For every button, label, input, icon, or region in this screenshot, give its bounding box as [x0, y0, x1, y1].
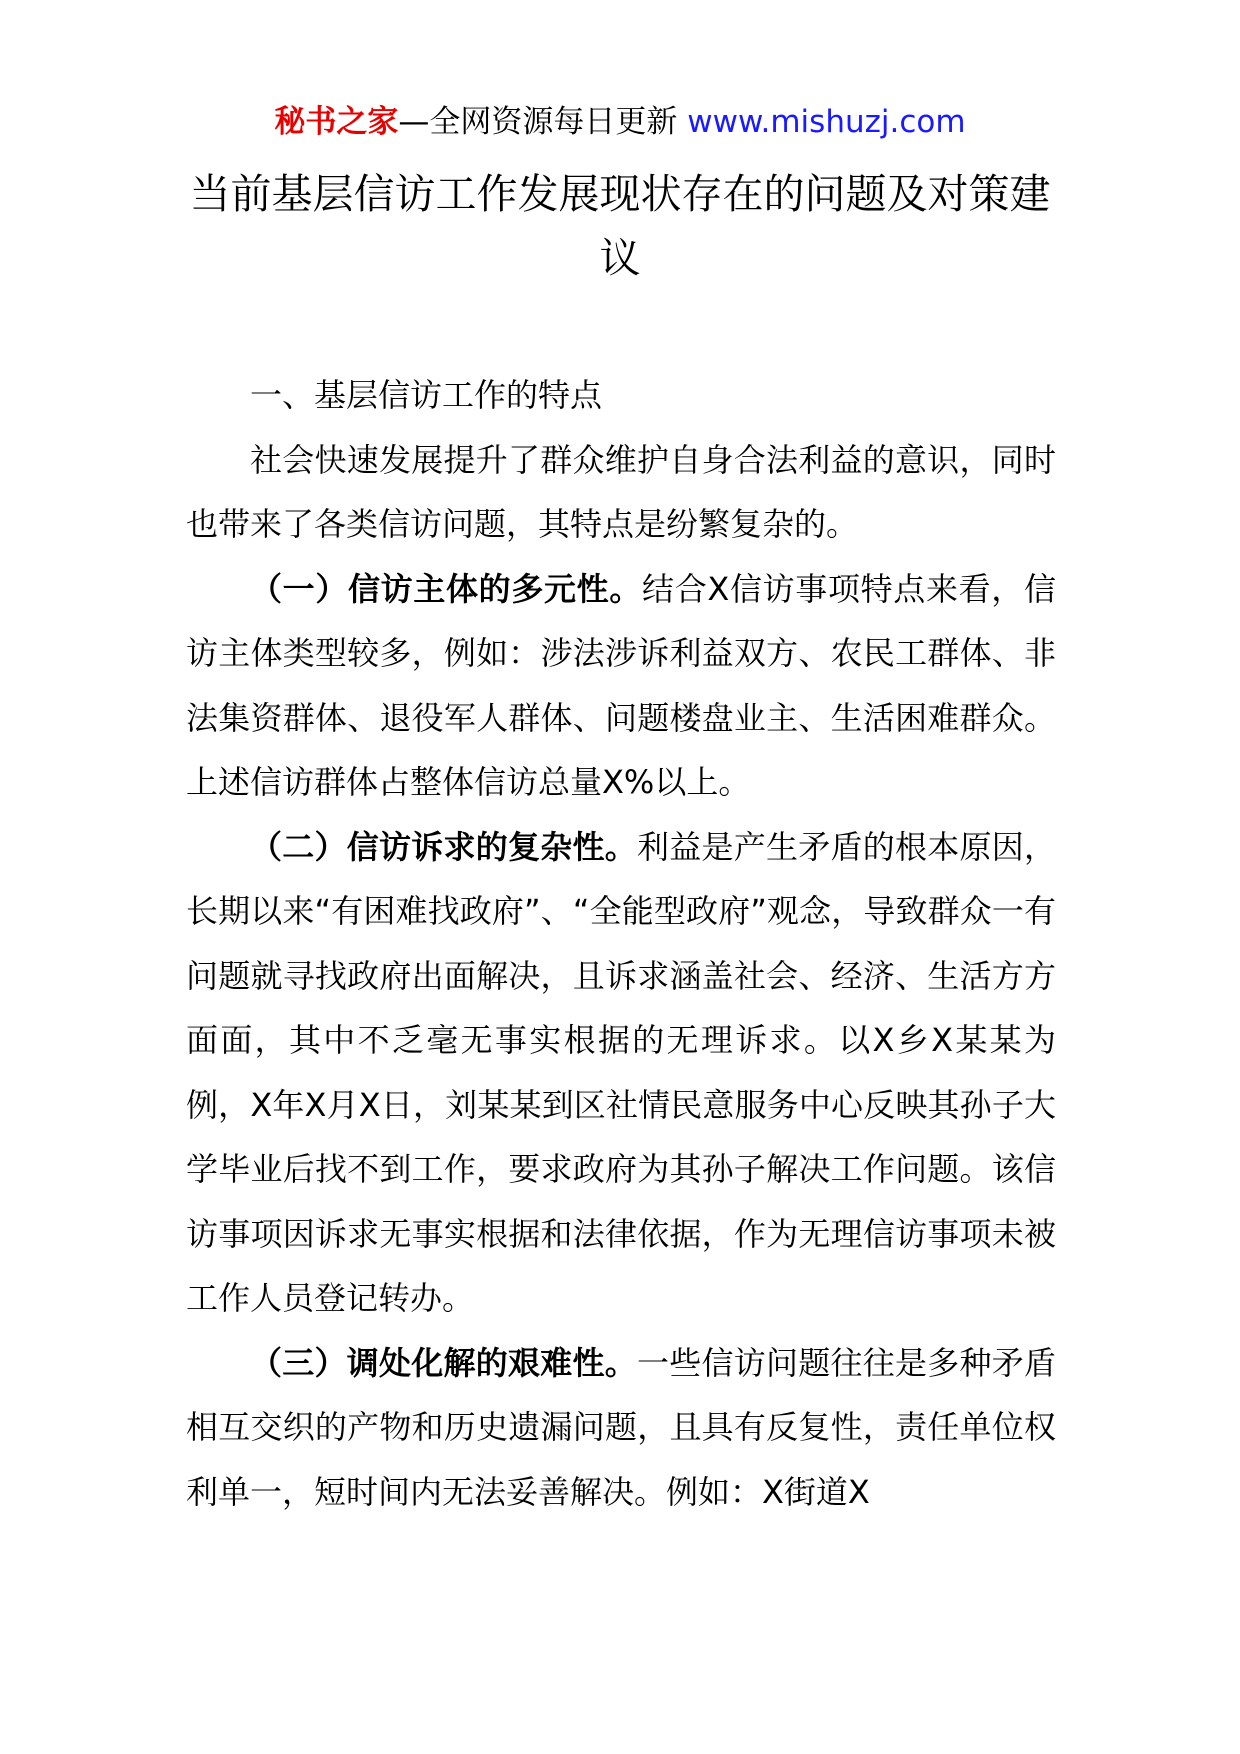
section-heading: 一、基层信访工作的特点 [250, 376, 603, 414]
site-header [0, 102, 1240, 142]
header-tagline: —全网资源每日更新 [398, 104, 678, 140]
point-heading: （二）信访诉求的复杂性。 [250, 827, 637, 866]
point-heading: （一）信访主体的多元性。 [250, 569, 643, 608]
point-text: 一些信访问题往往是多种矛盾相互交织的产物和历史遗漏问题，且具有反复性，责任单位权利单一，短时间内无法妥善解决。例如：X街道X [186, 1343, 1056, 1511]
point-text: 结合X信访事项特点来看，信访主体类型较多，例如：涉法涉诉利益双方、农民工群体、非法集资群体、退役军人群体、问题楼盘业主、生活困难群众。上述信访群体占整体信访总量X%以上。 [186, 569, 1056, 801]
point-paragraph [186, 815, 1056, 1331]
point-paragraph [186, 557, 1056, 815]
point-text: 利益是产生矛盾的根本原因，长期以来“有困难找政府”、“全能型政府”观念，导致群众一有问题就寻找政府出面解决，且诉求涵盖社会、经济、生活方方面面，其中不乏毫无事实根据的无理诉求。以X乡X某某为例，X年X月X日，刘某某到区社情民意服务中心反映其孙子大学毕业后找不到工作，要求政府为其孙子解决工作问题。该信访事项因诉求无事实根据和法律依据，作为无理信访事项未被工作人员登记转办。 [186, 827, 1056, 1317]
brand-name: 秘书之家 [274, 104, 399, 140]
point-heading: （三）调处化解的艰难性。 [250, 1343, 637, 1382]
site-url-link[interactable]: www.mishuzj.com [687, 104, 966, 140]
intro-paragraph: 社会快速发展提升了群众维护自身合法利益的意识，同时也带来了各类信访问题，其特点是纷繁复杂的。 [186, 440, 1056, 543]
document-body [186, 363, 1056, 1524]
point-paragraph [186, 1331, 1056, 1525]
document-title: 当前基层信访工作发展现状存在的问题及对策建议 [189, 170, 1051, 282]
